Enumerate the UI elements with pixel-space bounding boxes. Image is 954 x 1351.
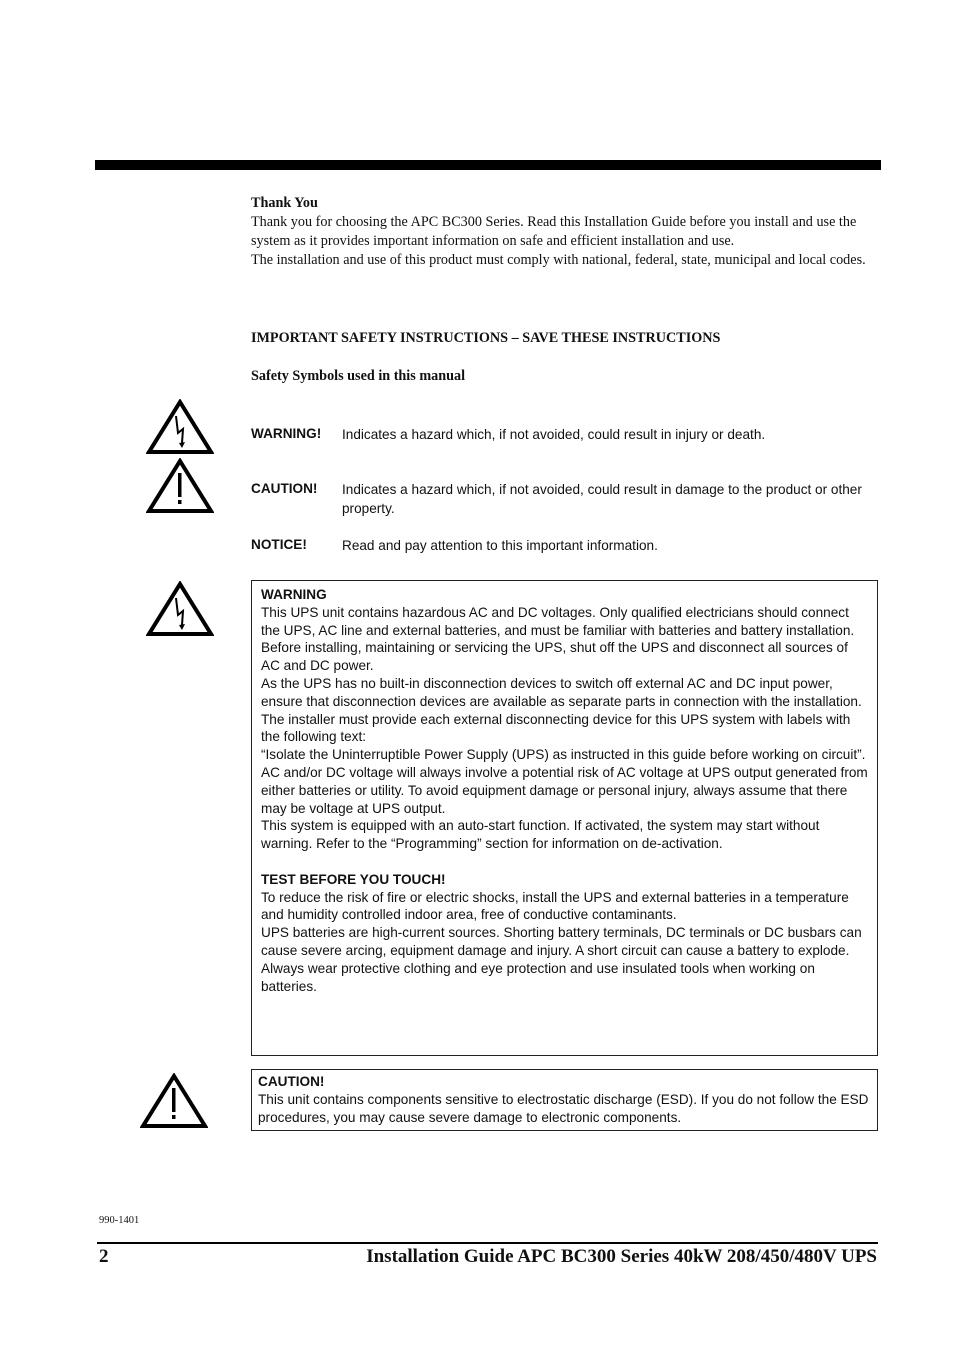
caution-box [251,1069,878,1131]
electrical-hazard-icon [146,581,214,637]
document-number: 990-1401 [99,1215,140,1226]
warning-paragraph: “Isolate the Uninterruptible Power Supply (UPS) as instructed in this guide before working on circuit”. [261,747,866,763]
caution-box-title: CAUTION! [258,1074,325,1089]
warning-paragraph: AC and/or DC voltage will always involve a potential risk of AC voltage at UPS output generated from either batteries or utility. To avoid equipment damage or personal injury, always assume that there may be voltage at UPS output. [261,764,868,816]
test-paragraph: UPS batteries are high-current sources. Shorting battery terminals, DC terminals or DC busbars can cause severe arcing, equipment damage and injury. A short circuit can cause a battery to explode. Always wear protective clothing and eye protection and use insulated tools when working on batteries. [261,925,862,994]
warning-box [251,580,878,1056]
compliance-paragraph: The installation and use of this product must comply with national, federal, state, municipal and local codes. [251,252,866,268]
thank-you-paragraph: Thank you for choosing the APC BC300 Series. Read this Installation Guide before you install and use the system as it provides important information on safe and efficient installation and use. [251,214,857,249]
warning-description: Indicates a hazard which, if not avoided, could result in injury or death. [342,427,766,442]
warning-paragraph: As the UPS has no built-in disconnection devices to switch off external AC and DC input power, ensure that disconnection devices are available as separate parts in connection with the installation. [261,675,862,709]
warning-box-title: WARNING [261,587,327,602]
warning-paragraph: This system is equipped with an auto-start function. If activated, the system may start without warning. Refer to the “Programming” section for information on de-activation. [261,818,820,852]
test-paragraph: To reduce the risk of fire or electric shocks, install the UPS and external batteries in a temperature and humidity controlled indoor area, free of conductive contaminants. [261,889,849,923]
thank-you-section [251,194,881,270]
header-rule [95,160,881,170]
exclamation-warning-icon [140,1073,208,1129]
thank-you-heading: Thank You [251,195,318,211]
safety-symbols-heading: Safety Symbols used in this manual [251,368,466,384]
exclamation-warning-icon [146,458,214,514]
warning-paragraph: This UPS unit contains hazardous AC and DC voltages. Only qualified electricians should connect the UPS, AC line and external batteries, and must be familiar with batteries and battery installation. [261,604,855,638]
caution-description: Indicates a hazard which, if not avoided, could result in damage to the product or other property. [342,482,862,516]
notice-description: Read and pay attention to this important information. [342,538,658,553]
warning-paragraph: Before installing, maintaining or servicing the UPS, shut off the UPS and disconnect all sources of AC and DC power. [261,640,848,674]
warning-paragraph: The installer must provide each external disconnecting device for this UPS system with labels with the following text: [261,711,851,745]
caution-box-text: This unit contains components sensitive to electrostatic discharge (ESD). If you do not follow the ESD procedures, you may cause severe damage to electronic components. [258,1091,869,1125]
footer-title: Installation Guide APC BC300 Series 40kW 208/450/480V UPS [366,1246,877,1267]
warning-label: WARNING! [251,426,322,441]
caution-label: CAUTION! [251,481,318,496]
electrical-hazard-icon [146,399,214,455]
test-before-touch-title: TEST BEFORE YOU TOUCH! [261,871,446,887]
notice-label: NOTICE! [251,537,307,552]
safety-instructions-heading: IMPORTANT SAFETY INSTRUCTIONS – SAVE THESE INSTRUCTIONS [251,330,721,346]
footer-rule [97,1242,878,1244]
page-number: 2 [99,1246,109,1267]
